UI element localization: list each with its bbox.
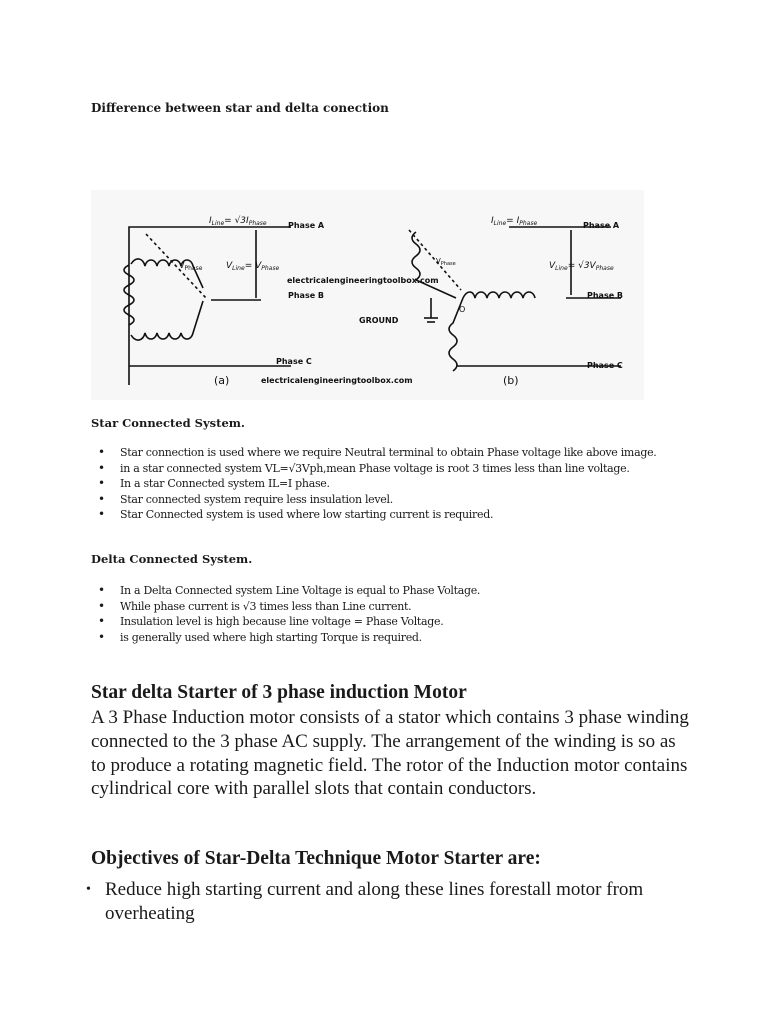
- star-list: [91, 445, 711, 523]
- list-item: • Reduce high starting current and along these lines forestall motor from overheating: [91, 878, 711, 926]
- left-coil-bottom: [131, 301, 203, 340]
- svg-text:VPhase: $V_{Phase}$: [436, 257, 456, 267]
- objectives-heading: Objectives of Star-Delta Technique Motor Starter are:: [91, 848, 541, 869]
- svg-text:ILine= IPhase: $I_{Line}= I_{Phase}$: [491, 216, 538, 227]
- right-phase-c-label: Phase C: [587, 361, 623, 370]
- starter-paragraph: A 3 Phase Induction motor consists of a stator which contains 3 phase winding connected to the 3 phase AC supply. The arrangement of the winding is so as to produce a rotating magnetic field. The rotor of the Induction motor contains cylindrical core with parallel slots that contain conductors.: [91, 707, 689, 800]
- list-item: • is generally used where high starting Torque is required.: [91, 630, 711, 646]
- watermark-bottom: electricalengineeringtoolbox.com: [261, 376, 413, 385]
- watermark-middle: electricalengineeringtoolbox.com: [287, 276, 439, 285]
- list-item: • In a star Connected system IL=I phase.: [91, 476, 711, 492]
- label-a: (a): [214, 374, 230, 387]
- svg-text:VLine= VPhase: $V_{Line}= V_{Phase}$: [226, 261, 280, 272]
- list-item: • in a star connected system VL=√3Vph,mean Phase voltage is root 3 times less than line voltage.: [91, 461, 711, 477]
- list-item: • While phase current is √3 times less than Line current.: [91, 599, 711, 615]
- starter-heading: Star delta Starter of 3 phase induction Motor: [91, 682, 467, 703]
- list-item: • Insulation level is high because line voltage = Phase Voltage.: [91, 614, 711, 630]
- right-phase-b-label: Phase B: [587, 291, 624, 300]
- right-coil-right: [463, 292, 535, 298]
- svg-text:VLine= √3VPhase: $V_{Line}= √3V_{Phase}$: [549, 261, 614, 272]
- ground-label: GROUND: [359, 316, 399, 325]
- delta-heading: Delta Connected System.: [91, 552, 253, 566]
- list-item: • Star connection is used where we require Neutral terminal to obtain Phase voltage like above image.: [91, 445, 711, 461]
- neutral-label: O: [459, 305, 466, 314]
- star-delta-diagram: [91, 190, 644, 400]
- objectives-list: [91, 878, 711, 926]
- list-item: • In a Delta Connected system Line Voltage is equal to Phase Voltage.: [91, 583, 711, 599]
- svg-text:ILine= √3IPhase: $I_{Line}= √3I_{Phase}$: [209, 216, 267, 227]
- star-heading: Star Connected System.: [91, 416, 245, 430]
- list-item: • Star connected system require less insulation level.: [91, 492, 711, 508]
- left-phase-a-label: Phase A: [288, 221, 325, 230]
- delta-list: [91, 583, 711, 645]
- label-b: (b): [503, 374, 519, 387]
- left-phase-c-label: Phase C: [276, 357, 312, 366]
- right-phase-a-label: Phase A: [583, 221, 620, 230]
- document-title: Difference between star and delta conection: [91, 101, 389, 115]
- list-item: • Star Connected system is used where low starting current is required.: [91, 507, 711, 523]
- left-phase-b-label: Phase B: [288, 291, 325, 300]
- left-line-a: [129, 227, 291, 385]
- svg-text:VPhase: $V_{Phase}$: [179, 261, 203, 272]
